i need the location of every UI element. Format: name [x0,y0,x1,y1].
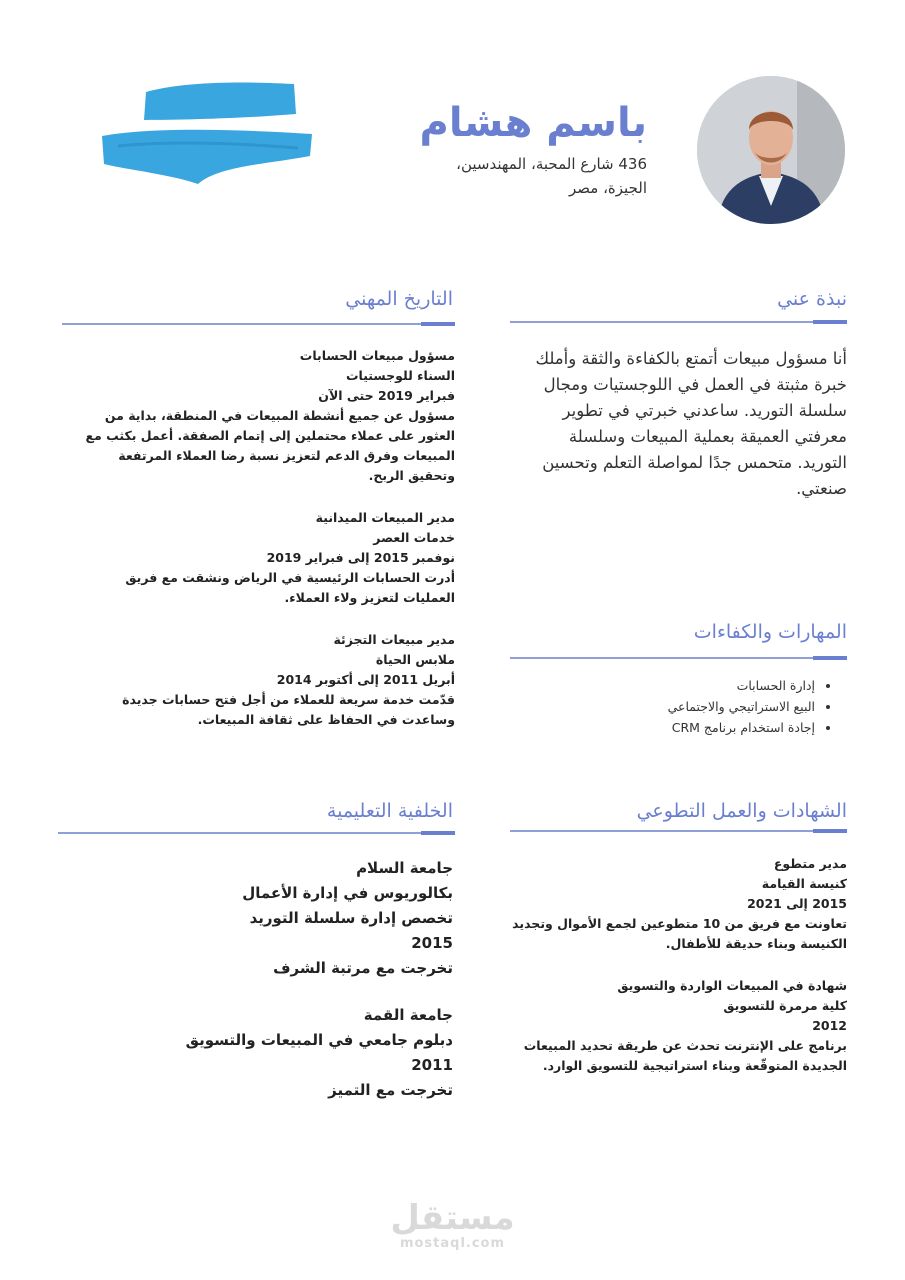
education-section-title: الخلفية التعليمية [326,800,453,822]
skill-item: • إجادة استخدام برنامج CRM [565,717,815,738]
grad-year: 2011 [411,1056,453,1074]
job-desc: قدّمت خدمة سريعة للعملاء من أجل فتح حسابات جديدة وساعدت في الحفاظ على ثقافة المبيعات. [122,692,455,727]
education-divider [58,832,455,834]
cert-org: كنيسة القيامة [761,876,847,891]
school-name: جامعة السلام [356,859,453,877]
skills-divider [510,657,847,659]
career-entry [70,346,455,486]
cert-title: شهادة في المبيعات الواردة والتسويق [617,978,847,993]
cert-org: كلية مرمرة للتسويق [723,998,847,1013]
career-divider [62,323,455,325]
about-section-title: نبذة عني [777,288,847,310]
watermark-url: mostaql.com [399,1236,506,1251]
profile-photo [697,76,845,224]
candidate-name: باسم هشام [419,100,647,146]
cert-period: 2015 إلى 2021 [747,896,847,911]
about-divider [510,321,847,323]
major: تخصص إدارة سلسلة التوريد [249,909,453,927]
skill-item: • إدارة الحسابات [565,675,815,696]
job-company: خدمات العصر [373,530,455,545]
job-title: مدير المبيعات الميدانية [315,510,455,525]
job-desc: أدرت الحسابات الرئيسية في الرياض ونشقت مع فريق العمليات لتعزيز ولاء العملاء. [125,570,455,605]
certs-section-title: الشهادات والعمل التطوعي [636,800,847,822]
education-entry [73,856,453,981]
job-period: أبريل 2011 إلى أكتوبر 2014 [276,672,455,687]
skill-item: • البيع الاستراتيجي والاجتماعي [565,696,815,717]
job-company: ملابس الحياة [375,652,455,667]
cert-desc: تعاونت مع فريق من 10 متطوعين لجمع الأموال وتجديد الكنيسة وبناء حديقة للأطفال. [512,916,847,951]
school-name: جامعة القمة [363,1006,453,1024]
about-text: أنا مسؤول مبيعات أتمتع بالكفاءة والثقة وأملك خبرة مثبتة في العمل في اللوجستيات ومجال سلسلة التوريد. ساعدني خبرتي في تطوير معرفتي العميقة بعملية المبيعات وسلسلة التوريد. متحمس جدًا لمواصلة التعلم وتحسين صنعتي. [535,349,847,498]
watermark-arabic: مستقل [390,1198,515,1238]
job-title: مدير مبيعات التجزئة [333,632,455,647]
job-period: نوفمبر 2015 إلى فبراير 2019 [266,550,455,565]
skills-section-title: المهارات والكفاءات [693,621,847,643]
cert-entry [507,976,847,1076]
job-desc: مسؤول عن جميع أنشطة المبيعات في المنطقة، بداية من العثور على عملاء محتملين إلى إتمام الصفقة. أعمل بكثب مع المبيعات وفرق الدعم لتعزيز نسبة رضا العملاء المرتفعة وتحقيق الربح. [85,408,455,483]
career-entry [70,508,455,608]
education-list [73,856,453,1125]
career-section-title: التاريخ المهني [345,288,453,310]
degree: دبلوم جامعي في المبيعات والتسويق [185,1031,453,1049]
cert-desc: برنامج على الإنترنت تحدث عن طريقة تحديد المبيعات الجديدة المتوقّعة وبناء استراتيجية للتسويق الوارد. [523,1038,847,1073]
degree: بكالوريوس في إدارة الأعمال [242,884,453,902]
skills-list [565,675,835,738]
honor: تخرجت مع التميز [328,1081,453,1099]
job-company: السناء للوجستيات [345,368,455,383]
certs-list [507,854,847,1098]
cert-entry [507,854,847,954]
education-entry [73,1003,453,1103]
cert-title: مدير متطوع [773,856,847,871]
honor: تخرجت مع مرتبة الشرف [273,959,453,977]
job-title: مسؤول مبيعات الحسابات [299,348,455,363]
candidate-address: 436 شارع المحبة، المهندسين، الجيزة، مصر [456,155,647,197]
redacted-contact-scribble [98,74,318,190]
grad-year: 2015 [411,934,453,952]
watermark [0,1200,905,1251]
certs-divider [510,830,847,832]
cert-period: 2012 [812,1018,847,1033]
career-list [70,346,455,752]
job-period: فبراير 2019 حتى الآن [318,388,455,403]
career-entry [70,630,455,730]
